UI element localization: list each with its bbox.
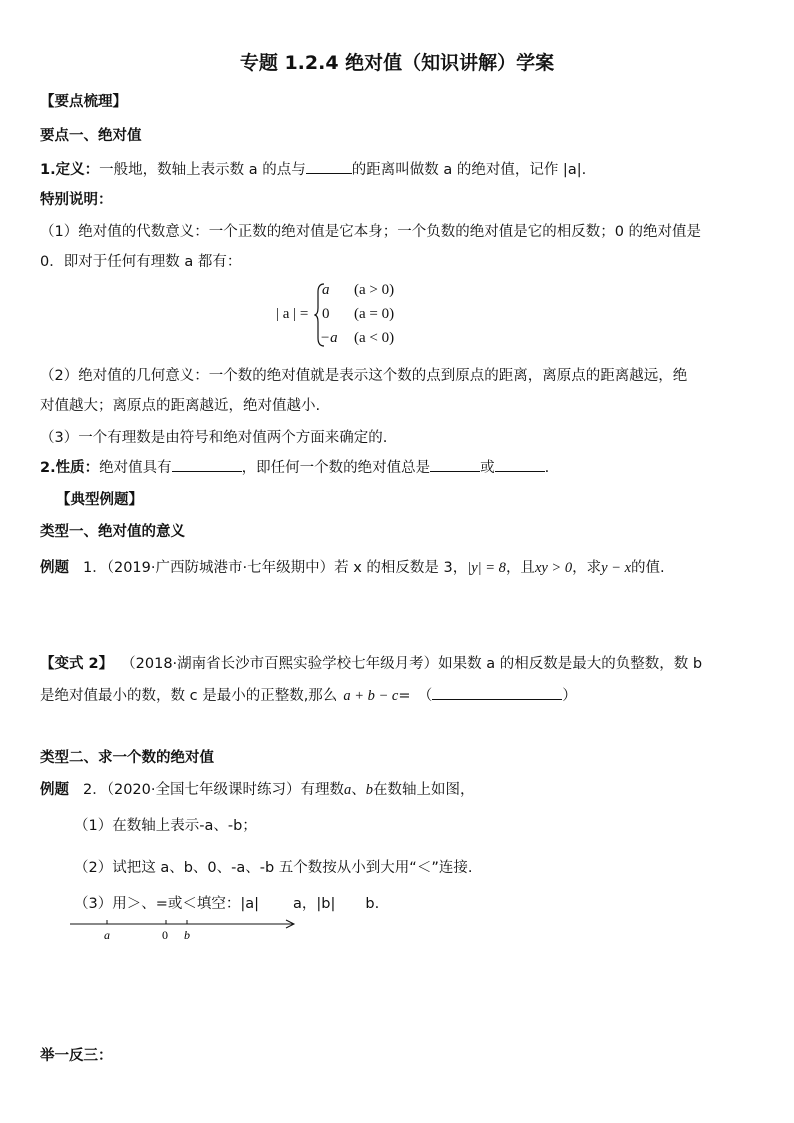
example-1-mid2: ，求 [572, 560, 602, 576]
example-2-label: 例题 [40, 782, 69, 798]
definition-label: 定义： [55, 162, 100, 178]
question-3-text: （3）用＞、=或＜填空：|a| [74, 896, 260, 912]
example-1-mid: ，且 [505, 560, 535, 576]
definition-line [40, 158, 586, 179]
property-text-3: 或 [480, 460, 495, 476]
variant-2-label: 【变式 2】 [40, 656, 114, 672]
formula-row-2-value: 0 [322, 306, 330, 322]
question-3 [74, 892, 379, 913]
example-1-end: 的值. [631, 560, 665, 576]
note-2-line-1: （2）绝对值的几何意义：一个数的绝对值就是表示这个数的点到原点的距离，离原点的距离越远，绝 [40, 368, 688, 384]
example-2-sep: 、 [351, 782, 366, 798]
note-2-line-2: 对值越大；离原点的距离越近，绝对值越小. [40, 398, 321, 414]
point-one-title: 要点一、绝对值 [40, 128, 142, 144]
question-3-a: a，|b| [293, 896, 336, 912]
property-label: 性质： [55, 460, 100, 476]
label-b: b [184, 928, 190, 942]
example-2-text-after: 在数轴上如图， [373, 782, 475, 798]
definition-number: 1. [40, 162, 56, 178]
question-2: （2）试把这 a、b、0、-a、-b 五个数按从小到大用“＜”连接. [74, 860, 473, 876]
definition-text-before: 一般地，数轴上表示数 a 的点与 [99, 162, 306, 178]
example-1-line [40, 556, 665, 577]
property-line [40, 456, 549, 477]
section-header-examples: 【典型例题】 [56, 492, 143, 508]
property-blank-2 [430, 470, 480, 472]
variant-2-answer-blank [432, 698, 562, 700]
label-zero: 0 [162, 928, 168, 942]
variant-2-text-1: （2018·湖南省长沙市百熙实验学校七年级月考）如果数 a 的相反数是最大的负整数，数 b [121, 656, 703, 672]
variant-2-expression: a + b − c [343, 688, 399, 704]
example-2-var-b: b [365, 782, 373, 798]
type-one-title: 类型一、绝对值的意义 [40, 524, 185, 540]
example-1-xy: xy > 0 [534, 560, 573, 576]
example-1-abs-y: |y| = 8 [467, 560, 506, 576]
example-1-expression: y − x [601, 560, 631, 576]
section-header-key-points: 【要点梳理】 [40, 94, 127, 110]
example-1-text: 1．（2019·广西防城港市·七年级期中）若 x 的相反数是 3， [83, 560, 468, 576]
note-1-line-2: 0．即对于任何有理数 a 都有： [40, 254, 242, 270]
formula-row-1-condition: (a > 0) [354, 282, 395, 298]
example-2-var-a: a [344, 782, 352, 798]
final-heading: 举一反三： [40, 1048, 113, 1064]
formula-row-3-condition: (a < 0) [354, 330, 395, 346]
label-a: a [104, 928, 110, 942]
property-text-1: 绝对值具有 [99, 460, 172, 476]
special-note-heading: 特别说明： [40, 192, 113, 208]
property-number: 2. [40, 460, 56, 476]
formula-row-1-value: a [322, 282, 330, 298]
variant-2-text-2: 是绝对值最小的数，数 c 是最小的正整数,那么 [40, 688, 338, 704]
definition-blank [306, 172, 352, 174]
definition-text-after: 的距离叫做数 a 的绝对值，记作 |a|. [351, 162, 587, 178]
example-2-line [40, 778, 475, 799]
variant-2-line-2 [40, 684, 577, 705]
formula-row-3-value: −a [320, 330, 338, 346]
variant-2-line-1 [40, 652, 702, 673]
variant-2-close: ） [562, 688, 577, 704]
question-3-b: b. [365, 896, 380, 912]
note-3: （3）一个有理数是由符号和绝对值两个方面来确定的. [40, 430, 388, 446]
question-1: （1）在数轴上表示-a、-b； [74, 818, 257, 834]
property-blank-1 [172, 470, 242, 472]
type-two-title: 类型二、求一个数的绝对值 [40, 750, 214, 766]
number-line [68, 916, 300, 946]
property-text-4: . [544, 460, 550, 476]
example-2-text: 2．（2020·全国七年级课时练习）有理数 [83, 782, 344, 798]
example-1-label: 例题 [40, 560, 69, 576]
page-title: 专题 1.2.4 绝对值（知识讲解）学案 [239, 52, 555, 74]
property-text-2: ，即任何一个数的绝对值总是 [241, 460, 431, 476]
formula-lhs: | a | = [276, 306, 309, 322]
formula-row-2-condition: (a = 0) [354, 306, 395, 322]
property-blank-3 [495, 470, 545, 472]
note-1-line-1: （1）绝对值的代数意义：一个正数的绝对值是它本身；一个负数的绝对值是它的相反数；0 的绝对值是 [40, 224, 702, 240]
variant-2-equals: = （ [398, 688, 433, 704]
